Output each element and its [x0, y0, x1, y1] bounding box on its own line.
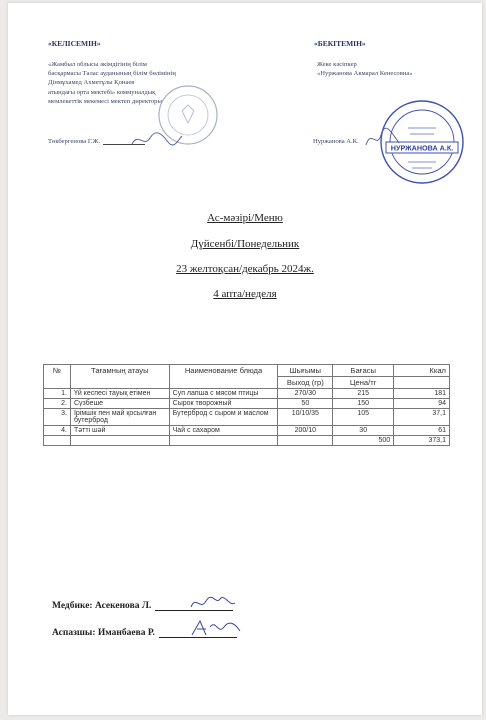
left-signature-line: Төкбергенова Г.Ж.: [48, 138, 145, 145]
right-signature-line: Нуржанова А.К.: [313, 138, 359, 145]
svg-text:НУРЖАНОВА А.К.: НУРЖАНОВА А.К.: [390, 143, 454, 153]
table-total-row: [44, 436, 450, 446]
col-yield-kz: Шығымы: [278, 365, 333, 377]
nurse-signature: Медбике: Асекенова Л.: [52, 600, 233, 611]
left-signature-icon: [128, 128, 184, 150]
col-number: №: [44, 365, 71, 389]
nurse-signature-scribble-icon: [188, 593, 238, 613]
table-header-row: [44, 365, 450, 377]
col-price-kz: Бағасы: [333, 365, 394, 377]
right-signature-icon: [363, 127, 403, 151]
approval-right-heading: «БЕКІТЕМІН»: [314, 39, 366, 48]
approval-left-heading: «КЕЛІСЕМІН»: [48, 39, 101, 48]
document-sheet: [8, 3, 482, 715]
left-authority-text: «Жамбыл облысы әкімдігінің білім басқармасы Талас ауданының білім бөлімінің Дінмұхамед Ахметұлы Қонаев атындағы орта мектебі» коммуналдық мемлекеттік мекемесі мектеп директоры: [48, 61, 176, 105]
table-row: 2. Сүзбеше Сырок творожный 50 150 94: [44, 399, 450, 409]
col-yield-ru: Выход (гр): [278, 377, 333, 389]
total-price: 500: [333, 436, 394, 446]
col-dish-ru: Наименование блюда: [169, 365, 278, 389]
table-row: 1. Үй кеспесі тауық етімен Суп лапша с мясом птицы 270/30 215 181: [44, 389, 450, 399]
col-dish-kz: Тағамның атауы: [70, 365, 169, 389]
date-title: 23 желтоқсан/декабрь 2024ж.: [176, 263, 314, 275]
week-title: 4 апта/неделя: [213, 288, 277, 300]
cook-signature-scribble-icon: [188, 617, 244, 639]
col-kcal: Ккал: [394, 365, 450, 377]
right-authority-text: Жеке кәсіпкер «Нуржанова Акмарал Кенесовна»: [317, 61, 413, 78]
day-title: Дүйсенбі/Понедельник: [190, 238, 300, 250]
table-row: 3. Ірімшік пен май қосылған бутерброд Бутерброд с сыром и маслом 10/10/35 105 37,1: [44, 409, 450, 426]
col-price-ru: Цена/тг: [333, 377, 394, 389]
menu-table: [43, 364, 450, 446]
cook-signature: Аспазшы: Иманбаева Р.: [52, 627, 237, 638]
total-kcal: 373,1: [394, 436, 450, 446]
table-row: 4. Тәтті шәй Чай с сахаром 200/10 30 61: [44, 426, 450, 436]
menu-title: Ас-мәзірі/Меню: [207, 212, 283, 224]
